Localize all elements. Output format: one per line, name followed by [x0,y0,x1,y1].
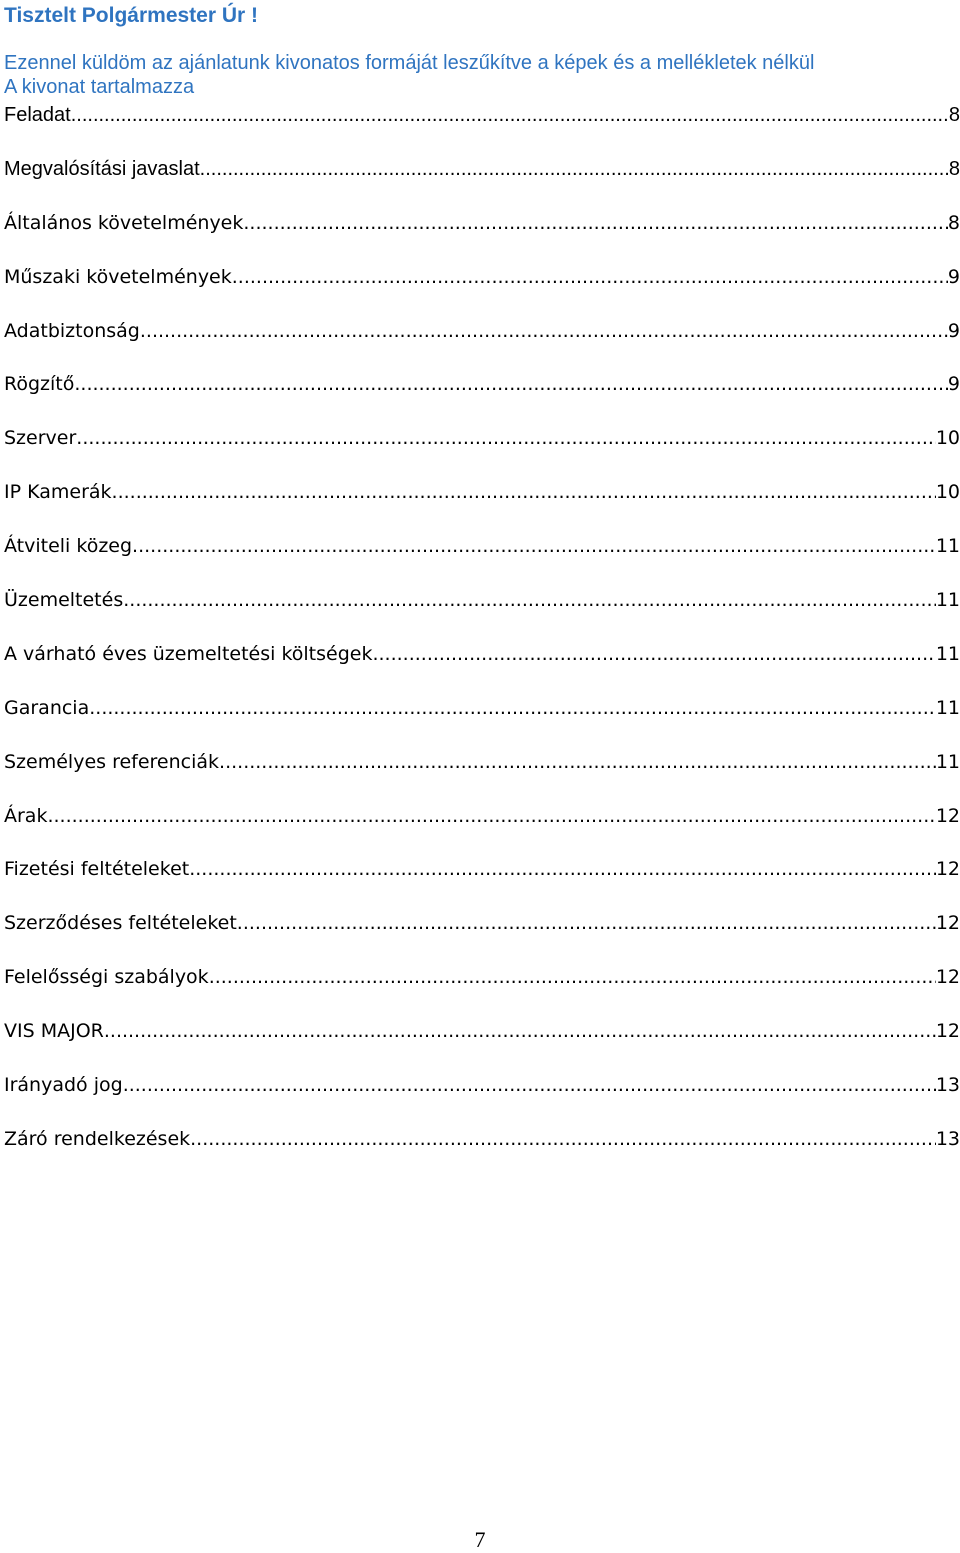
toc-leader-dots [190,1126,936,1152]
toc-entry-fizetesi-felteteleket[interactable] [4,856,960,910]
page-number: 7 [474,1527,486,1552]
toc-entry-iranyado-jog[interactable] [4,1072,960,1126]
toc-entry-label: Árak [4,804,48,827]
toc-entry-zaro-rendelkezesek[interactable] [4,1126,960,1180]
toc-entry-label: Általános követelmények [4,211,244,234]
toc-title: A kivonat tartalmazza [4,76,195,98]
toc-leader-dots [209,964,936,990]
toc-entry-label: Műszaki követelmények [4,265,232,288]
toc-entry-page: 8 [947,211,960,234]
toc-entry-page: 11 [935,589,960,612]
toc-entry-label: VIS MAJOR [4,1020,104,1043]
toc-entry-page: 12 [935,912,960,935]
toc-entry-page: 13 [935,1074,960,1097]
toc-leader-dots [104,1018,936,1044]
toc-entry-label: Záró rendelkezések [4,1127,191,1150]
toc-entry-page: 11 [935,750,960,773]
toc-entry-szemelyes-referenciak[interactable] [4,749,960,803]
toc-entry-page: 8 [948,157,960,180]
toc-entry-page: 9 [947,319,960,342]
toc-entry-label: Fizetési feltételeket [4,858,190,881]
toc-entry-page: 9 [947,373,960,396]
toc-leader-dots [232,264,948,290]
toc-entry-atviteli-kozeg[interactable] [4,533,960,587]
toc-entry-page: 12 [935,804,960,827]
toc-entry-label: Üzemeltetés [4,589,124,612]
toc-entry-label: Rögzítő [4,373,75,396]
toc-entry-page: 10 [935,481,960,504]
toc-entry-label: Irányadó jog [4,1074,123,1097]
toc-entry-page: 11 [935,696,960,719]
toc-entry-uzemeltetes[interactable] [4,587,960,641]
toc-leader-dots [89,695,936,721]
toc-entry-altalanos-kovetelmenyek[interactable] [4,210,960,264]
toc-entry-szerzodeses-felteteleket[interactable] [4,910,960,964]
toc-entry-label: Megvalósítási javaslat [4,157,200,180]
toc-entry-feladat[interactable] [4,102,960,156]
toc-entry-vis-major[interactable] [4,1018,960,1072]
toc-entry-label: Átviteli közeg [4,535,133,558]
toc-entry-label: Személyes referenciák [4,750,220,773]
toc-leader-dots [140,318,948,344]
table-of-contents [4,102,960,1180]
toc-entry-page: 8 [948,104,960,126]
toc-leader-dots [71,102,949,128]
toc-entry-rogzito[interactable] [4,371,960,425]
toc-entry-label: Felelősségi szabályok [4,966,209,989]
toc-entry-page: 12 [935,1020,960,1043]
toc-entry-label: IP Kamerák [4,481,112,504]
toc-entry-felelossegi-szabalyok[interactable] [4,964,960,1018]
toc-entry-label: Adatbiztonság [4,319,140,342]
toc-entry-page: 12 [935,858,960,881]
toc-entry-arak[interactable] [4,803,960,857]
toc-leader-dots [243,210,948,236]
toc-leader-dots [74,371,948,397]
toc-entry-label: Garancia [4,696,90,719]
toc-entry-page: 13 [935,1127,960,1150]
toc-entry-label: Feladat [4,104,71,126]
toc-entry-garancia[interactable] [4,695,960,749]
toc-entry-szerver[interactable] [4,425,960,479]
toc-leader-dots [123,1072,936,1098]
toc-leader-dots [237,910,936,936]
toc-leader-dots [76,425,936,451]
toc-entry-label: Szerver [4,427,77,450]
toc-entry-muszaki-kovetelmenyek[interactable] [4,264,960,318]
toc-leader-dots [47,803,935,829]
toc-leader-dots [200,156,949,182]
letter-salutation: Tisztelt Polgármester Úr ! [4,4,259,27]
intro-paragraph: Ezennel küldöm az ajánlatunk kivonatos formáját leszűkítve a képek és a mellékletek nélkül [4,52,815,74]
toc-entry-page: 10 [935,427,960,450]
toc-entry-page: 11 [935,535,960,558]
toc-entry-page: 11 [935,642,960,665]
toc-entry-ip-kamerak[interactable] [4,479,960,533]
toc-leader-dots [132,533,936,559]
toc-entry-page: 12 [935,966,960,989]
toc-entry-page: 9 [947,265,960,288]
toc-entry-adatbiztonsag[interactable] [4,318,960,372]
toc-leader-dots [219,749,936,775]
toc-entry-label: Szerződéses feltételeket [4,912,237,935]
toc-leader-dots [123,587,936,613]
toc-entry-megvalositasi-javaslat[interactable] [4,156,960,210]
toc-leader-dots [112,479,936,505]
toc-leader-dots [372,641,935,667]
toc-entry-label: A várható éves üzemeltetési költségek [4,642,373,665]
toc-leader-dots [189,856,936,882]
toc-entry-varhato-koltsegek[interactable] [4,641,960,695]
